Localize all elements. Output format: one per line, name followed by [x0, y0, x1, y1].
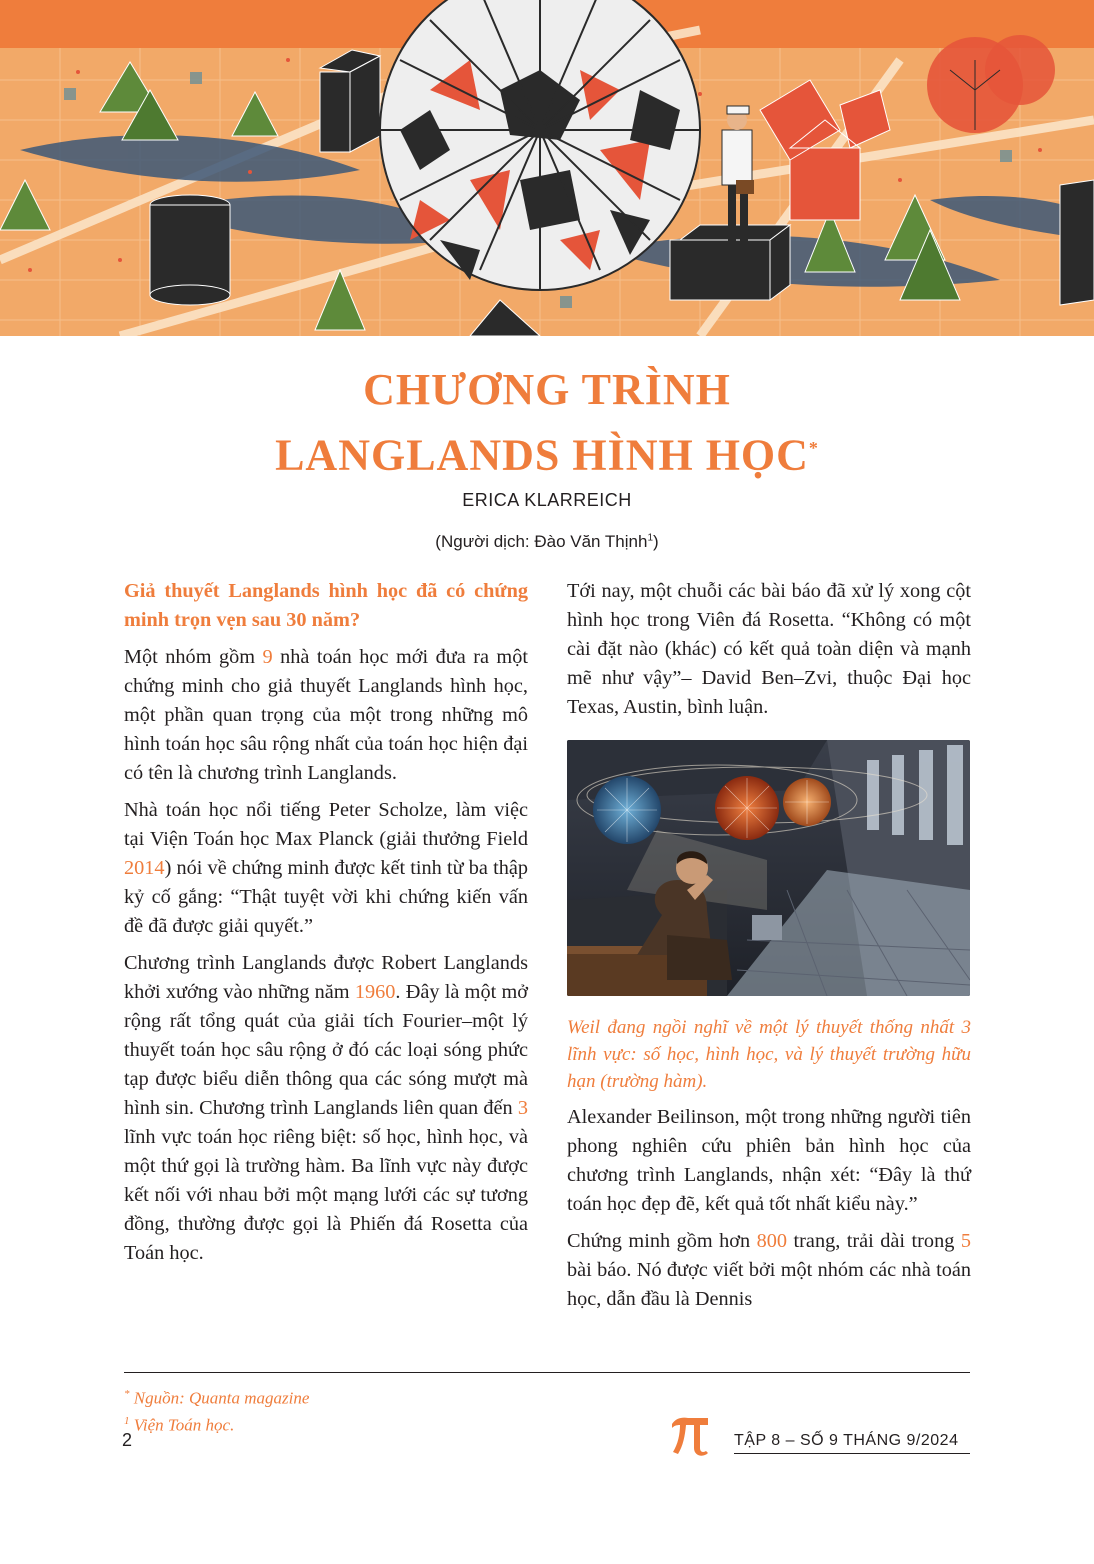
article-title-line-2: LANGLANDS HÌNH HỌC*: [275, 430, 819, 480]
article-title-line-1: CHƯƠNG TRÌNH: [363, 365, 731, 414]
thinker-illustration: [567, 740, 970, 996]
banner-illustration: [0, 0, 1094, 336]
translator-footnote-mark: 1: [647, 532, 654, 544]
footnote-affiliation: $^1$ Viện Toán học.: [124, 1415, 235, 1435]
figure-image: [567, 740, 970, 996]
paragraph: Chương trình Langlands được Robert Langlands khởi xướng vào những năm 1960. Đây là một mở rộng rất tổng quát của giải tích Fourier–một lý thuyết toán học sâu rộng ở đó các loại sóng phức tạp được biểu diễn thông qua các sóng mượt mà hình sin. Chương trình Langlands liên quan đến 3 lĩnh vực toán học riêng biệt: số học, hình học, và một thứ gọi là trường hàm. Ba lĩnh vực này được kết nối với nhau bởi một mạng lưới các sự tương đồng, thường được gọi là Phiến đá Rosetta của Toán học.: [124, 952, 528, 1264]
left-column: [124, 577, 528, 1276]
figure-caption: Weil đang ngồi nghĩ về một lý thuyết thống nhất 3 lĩnh vực: số học, hình học, và lý thuyết trường hữu hạn (trường hàm).: [567, 1017, 971, 1092]
paragraph: Nhà toán học nổi tiếng Peter Scholze, làm việc tại Viện Toán học Max Planck (giải thưởng Field 2014) nói về chứng minh được kết tinh từ ba thập kỷ cố gắng: “Thật tuyệt vời khi chứng kiến vấn đề đã được giải quyết.”: [124, 799, 528, 937]
geometry-illustration: [0, 0, 1094, 336]
issue-underline: [734, 1453, 970, 1454]
author-name: ERICA KLARREICH: [462, 490, 632, 510]
paragraph: Tới nay, một chuỗi các bài báo đã xử lý xong cột hình học trong Viên đá Rosetta. “Không có một cài đặt nào (khác) có kết quả toàn diện và mạnh mẽ như vậy”– David Ben–Zvi, thuộc Đại học Texas, Austin, bình luận.: [567, 580, 971, 718]
issue-info: TẬP 8 – SỐ 9 THÁNG 9/2024: [734, 1432, 959, 1449]
right-column: [567, 577, 971, 1322]
footnote-source: * Nguồn: Quanta magazine: [124, 1388, 310, 1408]
page-number: 2: [122, 1430, 133, 1450]
paragraph: Chứng minh gồm hơn 800 trang, trải dài trong 5 bài báo. Nó được viết bởi một nhóm các nhà toán học, dẫn đầu là Dennis: [567, 1230, 971, 1310]
paragraph: Alexander Beilinson, một trong những người tiên phong nghiên cứu phiên bản hình học của chương trình Langlands, nhận xét: “Đây là thứ toán học đẹp đẽ, kết quả tốt nhất kiểu này.”: [567, 1106, 971, 1215]
translator-credit: (Người dịch: Đào Văn Thịnh$^1$): [435, 532, 659, 551]
lead-question: Giả thuyết Langlands hình học đã có chứng minh trọn vẹn sau 30 năm?: [124, 580, 528, 631]
footnote-divider: [124, 1372, 970, 1373]
pi-logo-icon: [668, 1414, 712, 1460]
paragraph: Một nhóm gồm 9 nhà toán học mới đưa ra một chứng minh cho giả thuyết Langlands hình học, một phần quan trọng của một trong những mô hình toán học sâu rộng nhất của toán học hiện đại có tên là chương trình Langlands.: [124, 646, 528, 784]
title-footnote-mark: *: [808, 438, 819, 458]
